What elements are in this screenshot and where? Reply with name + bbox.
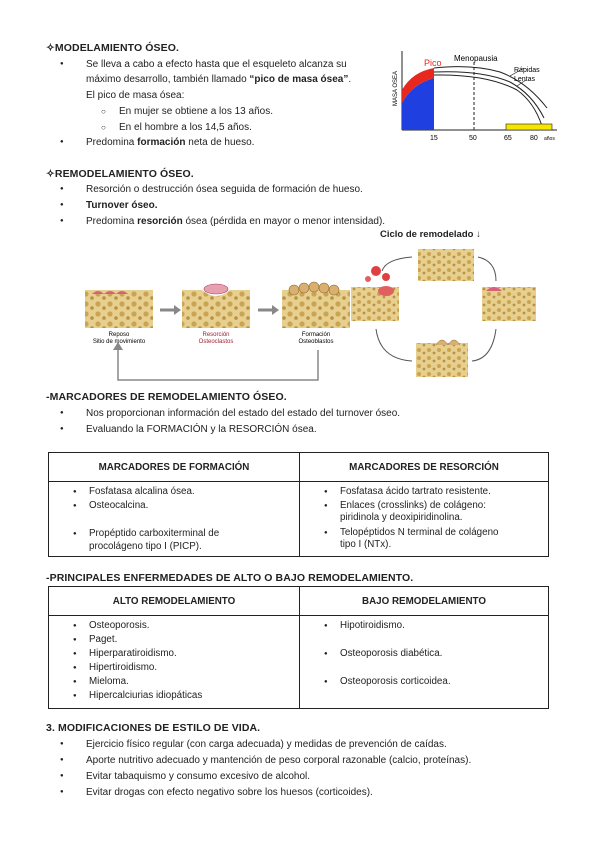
high-disease-2: ● Paget. (89, 634, 117, 646)
cycle-block-right (482, 287, 536, 321)
cycle-arrow-4 (376, 329, 412, 361)
estilo-vida-item-1: ● Ejercicio físico regular (con carga adecuada) y medidas de prevención de caídas. (86, 738, 447, 751)
low-disease-2: ● Osteoporosis diabética. (340, 648, 442, 660)
high-disease-4: ● Hipertiroidismo. (89, 662, 157, 674)
bone-block-rest (85, 290, 153, 328)
process-label-resorption-sub: Osteoclastos (198, 339, 234, 345)
graph-label-menopausia: Menopausia (454, 54, 498, 63)
graph-tick-15: 15 (430, 135, 438, 142)
resorption-marker-2-cont: piridinola y deoxipiridinolina. (340, 512, 463, 523)
resorption-marker-3: ● Telopéptidos N terminal de colágeno (340, 527, 498, 539)
process-label-formation-sub: Osteoblastos (298, 339, 334, 345)
high-disease-6: ● Hipercalciurias idiopáticas (89, 690, 202, 702)
modelamiento-sub-mujer: ○ En mujer se obtiene a los 13 años. (119, 105, 273, 118)
markers-header-resorption: MARCADORES DE RESORCIÓN (300, 453, 549, 482)
modelamiento-sub-hombre: ○ En el hombre a los 14,5 años. (119, 121, 252, 134)
low-disease-3: ● Osteoporosis corticoidea. (340, 676, 451, 688)
formation-marker-2: ● Osteocalcina. (89, 500, 148, 512)
yellow-range-bar (506, 124, 552, 130)
remodelamiento-bullet-2: ● Turnover óseo. (86, 199, 158, 212)
formation-marker-1: ● Fosfatasa alcalina ósea. (89, 486, 195, 498)
modelamiento-bullet-1-line3: El pico de masa ósea: (86, 90, 185, 101)
graph-label-rapidas: Rápidas (514, 67, 540, 74)
bone-block-formation (282, 290, 350, 328)
estilo-vida-item-2: ● Aporte nutritivo adecuado y mantención de peso corporal razonable (calcio, proteínas). (86, 754, 471, 767)
remodeling-process-illustration (82, 280, 352, 385)
cycle-block-top (418, 249, 474, 281)
cycle-arrow-1 (382, 257, 412, 271)
modelamiento-bullet-1-line1: ● Se lleva a cabo a efecto hasta que el esqueleto alcanza su (86, 58, 347, 71)
process-label-resorption: Resorción (202, 332, 230, 338)
process-label-rest-sub: Sitio de movimiento (92, 339, 146, 345)
cycle-title: Ciclo de remodelado ↓ (380, 229, 481, 240)
cycle-arrow-2 (478, 257, 496, 281)
remodelamiento-bullet-3: ● Predomina resorción ósea (pérdida en mayor o menor intensidad). (86, 215, 385, 228)
section-remodelamiento-heading: ✧REMODELAMIENTO ÓSEO. (46, 168, 194, 180)
graph-tick-80: 80 (530, 135, 538, 142)
remodeling-cycle-illustration (346, 243, 542, 383)
graph-ylabel: MASA ÓSEA (393, 70, 399, 106)
marcadores-bullet-2: ● Evaluando la FORMACIÓN y la RESORCIÓN ósea. (86, 423, 317, 436)
cycle-arrow-3 (472, 329, 496, 361)
graph-unit: años (544, 136, 555, 142)
cycle-block-bottom (416, 343, 468, 377)
resorption-marker-3-cont: tipo I (NTx). (340, 539, 392, 550)
section-estilo-vida-heading: 3. MODIFICACIONES DE ESTILO DE VIDA. (46, 722, 261, 734)
section-marcadores-heading: -MARCADORES DE REMODELAMIENTO ÓSEO. (46, 391, 287, 403)
high-disease-1: ● Osteoporosis. (89, 620, 149, 632)
remodelamiento-bullet-1: ● Resorción o destrucción ósea seguida de formación de hueso. (86, 183, 363, 196)
modelamiento-bullet-1-line2: máximo desarrollo, también llamado “pico de masa ósea”. (86, 74, 352, 85)
formation-marker-3: ● Propéptido carboxiterminal de (89, 528, 219, 540)
bone-mass-graph (392, 48, 562, 156)
resorption-marker-1: ● Fosfatasa ácido tartrato resistente. (340, 486, 491, 498)
return-arrow (118, 346, 318, 380)
modelamiento-bullet-2: ● Predomina formación neta de hueso. (86, 136, 254, 149)
estilo-vida-item-4: ● Evitar drogas con efecto negativo sobre los huesos (corticoides). (86, 786, 373, 799)
high-disease-3: ● Hiperparatiroidismo. (89, 648, 177, 660)
formation-marker-3-cont: procolágeno tipo I (PICP). (89, 541, 202, 552)
markers-header-formation: MARCADORES DE FORMACIÓN (49, 453, 300, 482)
marcadores-bullet-1: ● Nos proporcionan información del estado del estado del turnover óseo. (86, 407, 400, 420)
process-label-formation: Formación (301, 332, 331, 338)
graph-label-pico: Pico (424, 58, 442, 68)
resorption-marker-2: ● Enlaces (crosslinks) de colágeno: (340, 500, 486, 512)
high-disease-5: ● Mieloma. (89, 676, 129, 688)
graph-tick-50: 50 (469, 135, 477, 142)
section-enfermedades-heading: -PRINCIPALES ENFERMEDADES DE ALTO O BAJO REMODELAMIENTO. (46, 572, 414, 584)
diseases-table (48, 586, 549, 709)
graph-label-lentas: Lentas (514, 76, 536, 83)
markers-table (48, 452, 549, 557)
graph-tick-65: 65 (504, 135, 512, 142)
section-modelamiento-heading: ✧MODELAMIENTO ÓSEO. (46, 42, 180, 54)
estilo-vida-item-3: ● Evitar tabaquismo y consumo excesivo de alcohol. (86, 770, 310, 783)
diseases-header-high: ALTO REMODELAMIENTO (49, 587, 300, 616)
low-disease-1: ● Hipotiroidismo. (340, 620, 405, 632)
diseases-header-low: BAJO REMODELAMIENTO (300, 587, 549, 616)
process-label-rest: Reposo (108, 332, 130, 338)
